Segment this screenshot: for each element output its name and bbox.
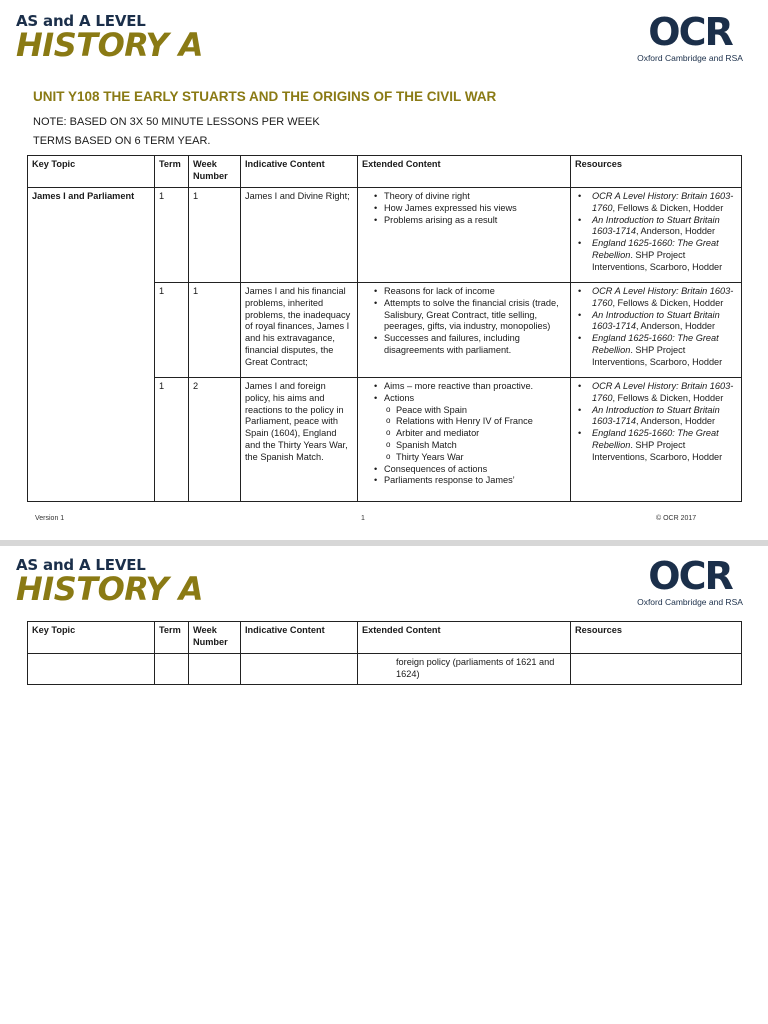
ocr-logo-tagline: Oxford Cambridge and RSA	[637, 597, 743, 607]
resource-title: An Introduction to Stuart Britain 1603-1714	[592, 309, 720, 332]
resources-cell	[571, 188, 742, 283]
sub-list-item: o Thirty Years War	[386, 452, 566, 464]
resource-title: OCR A Level History: Britain 1603-1760	[592, 381, 734, 403]
header-term: Term	[155, 622, 189, 654]
resource-item	[575, 310, 737, 334]
list-item: • Parliaments response to James’	[374, 475, 566, 487]
header-indicative: Indicative Content	[241, 622, 358, 654]
resource-title: OCR A Level History: Britain 1603-1760	[592, 286, 734, 308]
header-resources: Resources	[571, 622, 742, 654]
resources-cell	[571, 283, 742, 378]
header-key-topic: Key Topic	[28, 622, 155, 654]
indicative-cell	[241, 654, 358, 685]
resource-item	[575, 428, 737, 463]
resource-item	[575, 286, 737, 310]
table-row	[28, 188, 742, 283]
resource-item	[575, 333, 737, 368]
list-item: • Aims – more reactive than proactive.	[374, 381, 566, 393]
header-term: Term	[155, 156, 189, 188]
header-extended: Extended Content	[358, 622, 571, 654]
resource-title: England 1625-1660: The Great Rebellion	[592, 428, 719, 450]
header-week: Week Number	[189, 156, 241, 188]
list-item: • Reasons for lack of income	[374, 286, 566, 298]
week-cell: 1	[189, 188, 241, 283]
resource-details: , Anderson, Hodder	[635, 226, 716, 237]
sub-list-item: o Relations with Henry IV of France	[386, 416, 566, 428]
resource-item	[575, 191, 737, 215]
key-topic-cell: James I and Parliament	[28, 188, 155, 502]
ocr-logo-mark: OCR	[648, 554, 732, 598]
scheme-table-continued	[27, 621, 742, 685]
resource-details: . SHP Project Interventions, Scarboro, Hodder	[592, 249, 723, 272]
brand-subtitle: AS and A LEVEL	[16, 556, 146, 574]
resource-details: , Fellows & Dicken, Hodder	[612, 297, 724, 308]
week-cell	[189, 654, 241, 685]
extended-cell	[358, 283, 571, 378]
resource-details: , Fellows & Dicken, Hodder	[612, 202, 724, 213]
header-key-topic: Key Topic	[28, 156, 155, 188]
term-cell: 1	[155, 188, 189, 283]
indicative-cell: James I and his financial problems, inherited problems, the inadequacy of royal finances, James I and his extravagance, financial disputes, the Great Contract;	[241, 283, 358, 378]
brand-header	[16, 556, 203, 606]
brand-subtitle: AS and A LEVEL	[16, 12, 146, 30]
scheme-table	[27, 155, 742, 502]
resource-details: , Fellows & Dicken, Hodder	[612, 392, 724, 403]
brand-title: HISTORY A	[16, 26, 204, 64]
term-cell: 1	[155, 378, 189, 502]
resource-item	[575, 238, 737, 273]
footer-version: Version 1	[35, 515, 65, 522]
resource-item	[575, 405, 737, 429]
list-item: • Problems arising as a result	[374, 215, 566, 227]
list-item: • How James expressed his views	[374, 203, 566, 215]
extended-cell: foreign policy (parliaments of 1621 and 1624)	[358, 654, 571, 685]
note-lessons: NOTE: BASED ON 3X 50 MINUTE LESSONS PER WEEK	[33, 116, 320, 128]
table-header-row	[28, 622, 742, 654]
resources-cell	[571, 378, 742, 502]
table-header-row	[28, 156, 742, 188]
resource-title: England 1625-1660: The Great Rebellion	[592, 333, 719, 355]
resource-title: An Introduction to Stuart Britain 1603-1714	[592, 214, 720, 237]
sub-list-item: o Spanish Match	[386, 440, 566, 452]
week-cell: 2	[189, 378, 241, 502]
resource-details: , Anderson, Hodder	[635, 416, 716, 427]
term-cell: 1	[155, 283, 189, 378]
ocr-logo-mark: OCR	[648, 10, 732, 54]
resources-cell	[571, 654, 742, 685]
indicative-cell: James I and foreign policy, his aims and reactions to the policy in Parliament, peace with Spain (1604), England and the Thirty Years War, the Spanish Match.	[241, 378, 358, 502]
extended-cell	[358, 378, 571, 502]
sub-list-item: o Arbiter and mediator	[386, 428, 566, 440]
footer-page-number: 1	[361, 515, 365, 522]
week-cell: 1	[189, 283, 241, 378]
table-row	[28, 654, 742, 685]
note-terms: TERMS BASED ON 6 TERM YEAR.	[33, 135, 211, 147]
resource-item	[575, 215, 737, 239]
resource-title: England 1625-1660: The Great Rebellion	[592, 238, 719, 260]
list-item: • Theory of divine right	[374, 191, 566, 203]
header-extended: Extended Content	[358, 156, 571, 188]
ocr-logo	[632, 12, 748, 63]
resource-details: . SHP Project Interventions, Scarboro, Hodder	[592, 439, 723, 462]
list-item: • Attempts to solve the financial crisis (trade, Salisbury, Great Contract, title selling, peerages, gifts, via industry, monopolies)	[374, 298, 566, 333]
term-cell	[155, 654, 189, 685]
page-2	[0, 546, 768, 1024]
brand-header	[16, 12, 203, 62]
indicative-cell: James I and Divine Right;	[241, 188, 358, 283]
resource-title: An Introduction to Stuart Britain 1603-1714	[592, 404, 720, 427]
resource-title: OCR A Level History: Britain 1603-1760	[592, 191, 734, 213]
brand-title: HISTORY A	[16, 570, 204, 608]
resource-item	[575, 381, 737, 405]
sub-list-item: o Peace with Spain	[386, 405, 566, 417]
extended-cell	[358, 188, 571, 283]
list-item: • Consequences of actions	[374, 464, 566, 476]
header-resources: Resources	[571, 156, 742, 188]
resource-details: . SHP Project Interventions, Scarboro, Hodder	[592, 344, 723, 367]
list-item: • Actions	[374, 393, 566, 405]
footer-copyright: © OCR 2017	[656, 515, 697, 522]
unit-title: UNIT Y108 THE EARLY STUARTS AND THE ORIGINS OF THE CIVIL WAR	[33, 89, 497, 104]
resource-details: , Anderson, Hodder	[635, 321, 716, 332]
header-week: Week Number	[189, 622, 241, 654]
ocr-logo	[632, 556, 748, 607]
header-indicative: Indicative Content	[241, 156, 358, 188]
ocr-logo-tagline: Oxford Cambridge and RSA	[637, 53, 743, 63]
key-topic-cell	[28, 654, 155, 685]
list-item: • Successes and failures, including disagreements with parliament.	[374, 333, 566, 357]
